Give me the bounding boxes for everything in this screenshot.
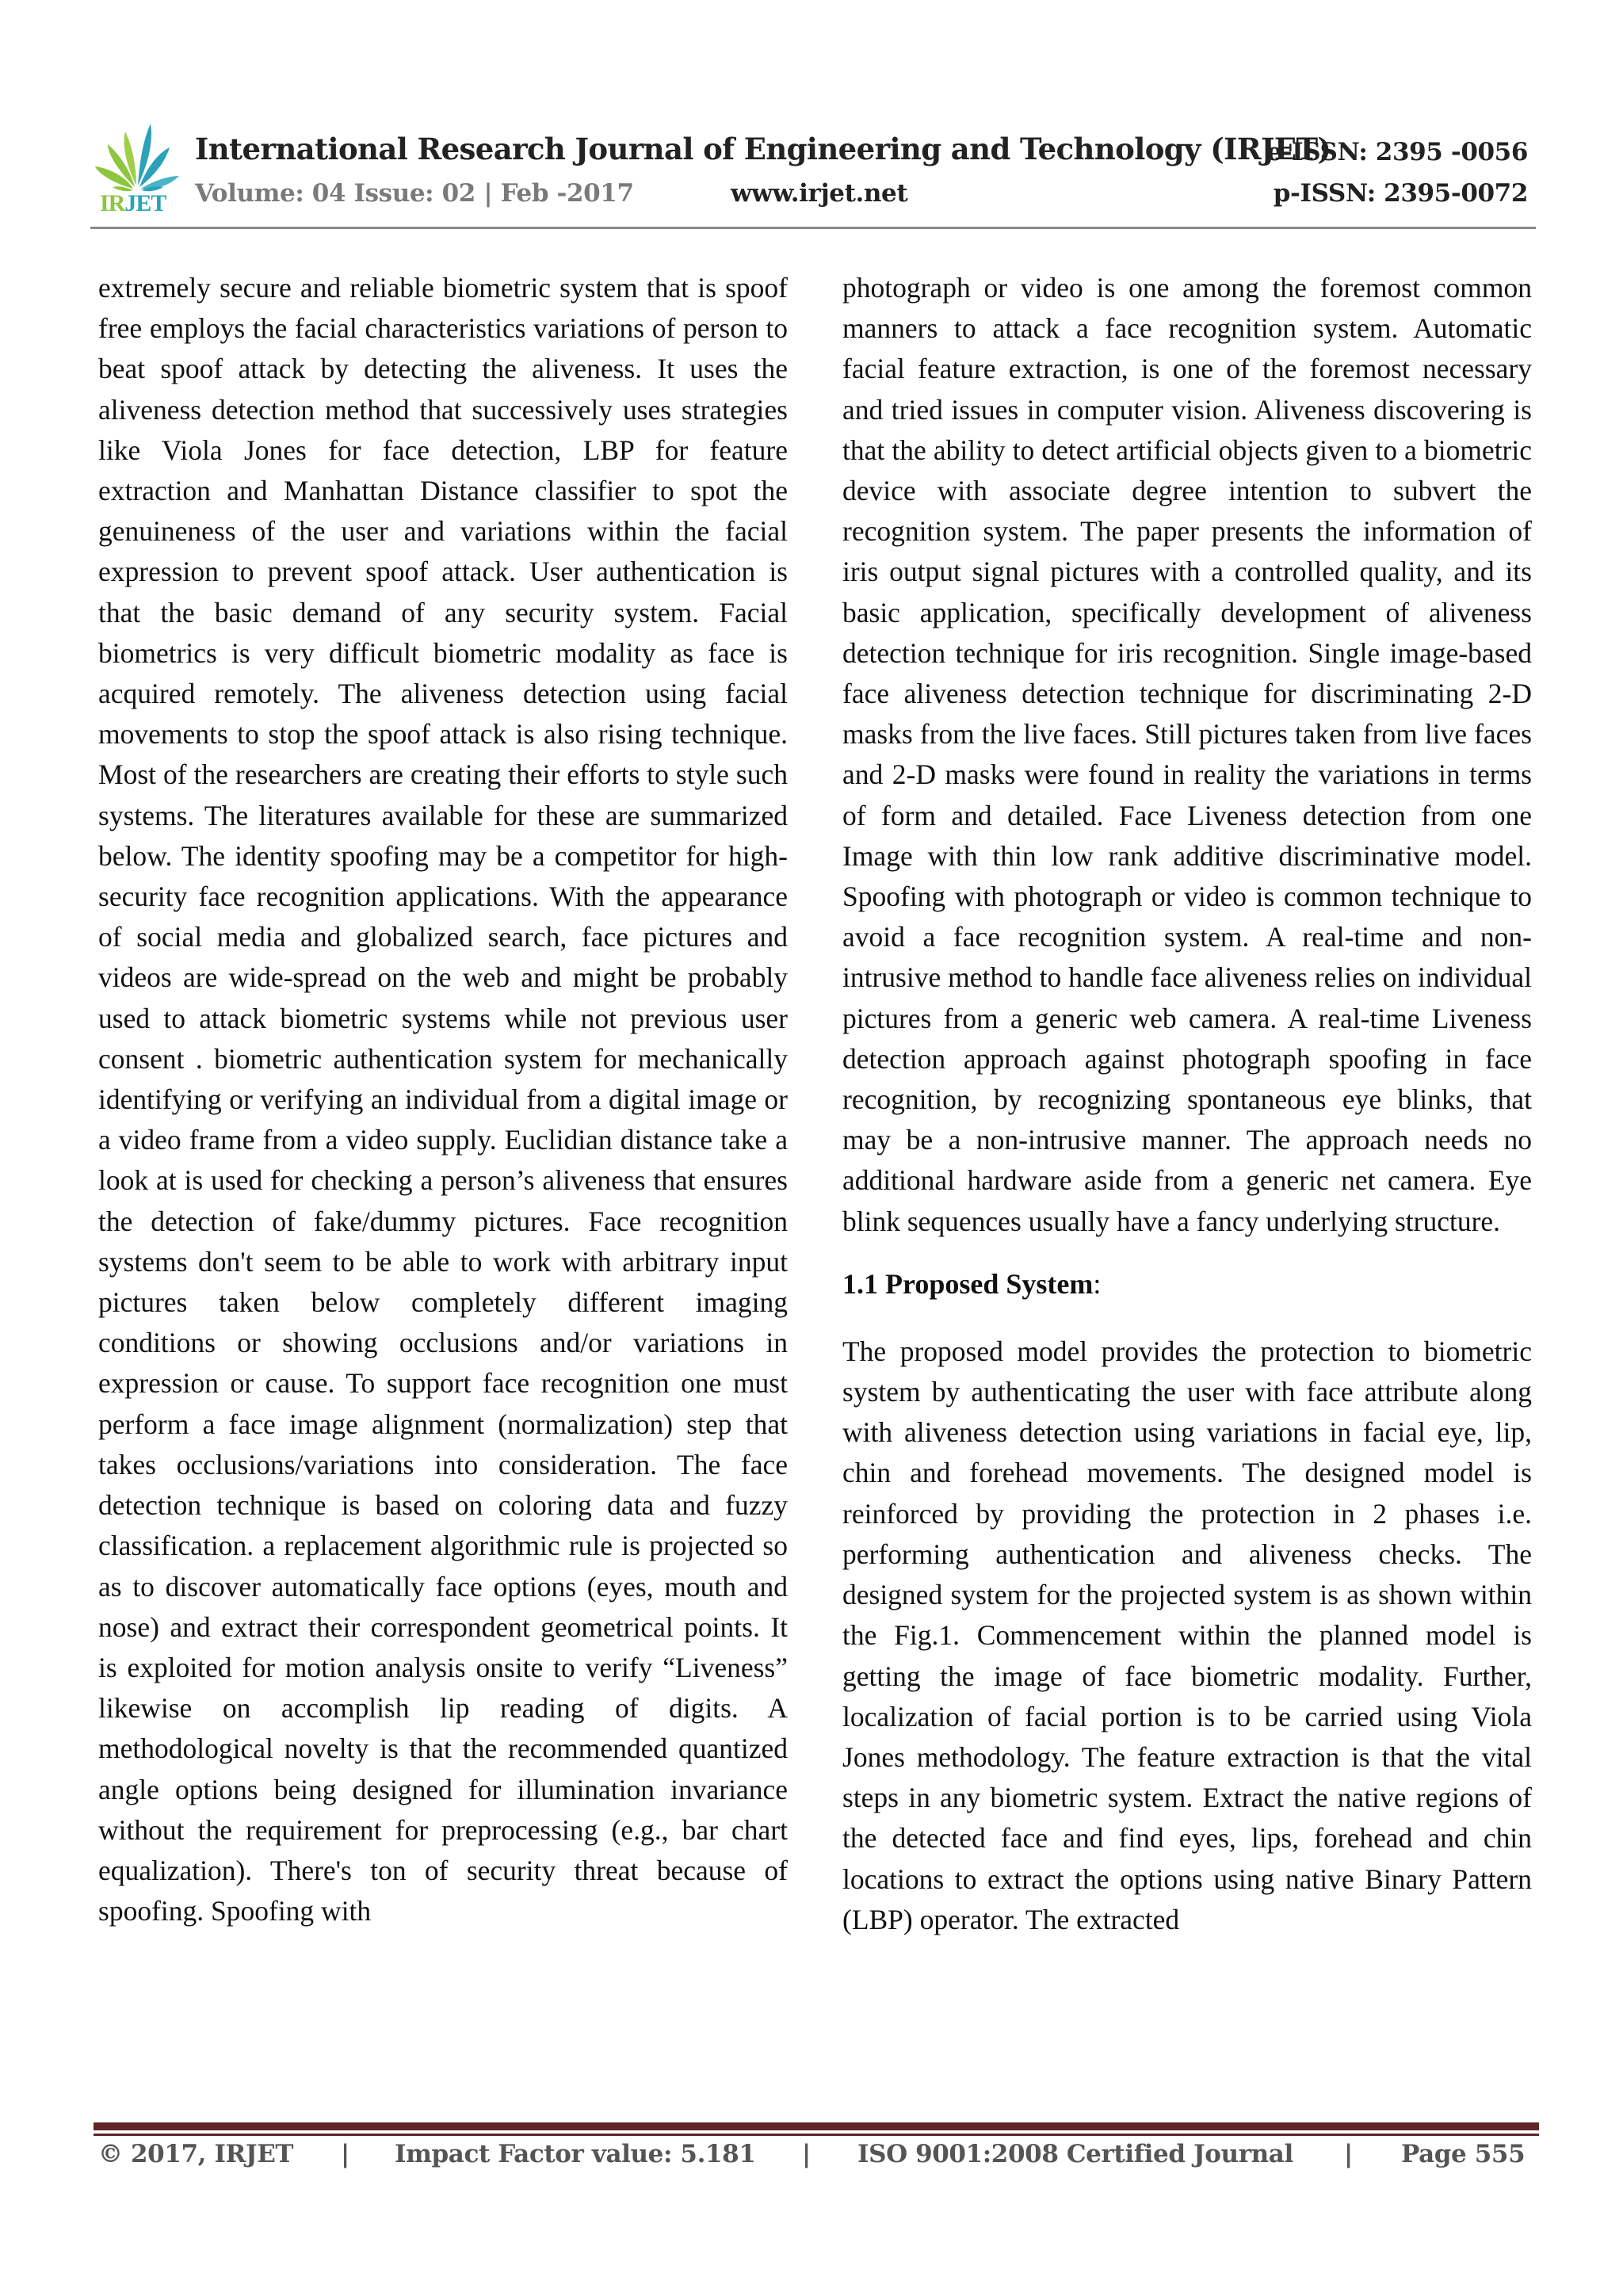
footer-separator: | <box>802 2140 811 2168</box>
volume-issue-date: Volume: 04 Issue: 02 | Feb -2017 <box>195 179 634 208</box>
logo-text-jet: JET <box>124 190 166 216</box>
journal-website-link[interactable]: www.irjet.net <box>731 179 908 208</box>
footer-copyright: © 2017, IRJET <box>98 2140 294 2168</box>
section-heading-text: 1.1 Proposed System <box>842 1267 1094 1300</box>
footer-separator: | <box>341 2140 349 2168</box>
left-column <box>98 268 788 1931</box>
header-divider <box>90 227 1536 229</box>
body-paragraph: extremely secure and reliable biometric system that is spoof free employs the facial characteristics variations of person to beat spoof attack by detecting the aliveness. It uses the aliveness detection method that successively uses strategies like Viola Jones for face detection, LBP for feature extraction and Manhattan Distance classifier to spot the genuineness of the user and variations within the facial expression to prevent spoof attack. User authentication is that the basic demand of any security system. Facial biometrics is very difficult biometric modality as face is acquired remotely. The aliveness detection using facial movements to stop the spoof attack is also rising technique. Most of the researchers are creating their efforts to style such systems. The literatures available for these are summarized below. The identity spoofing may be a competitor for high-security face recognition applications. With the appearance of social media and globalized search, face pictures and videos are wide-spread on the web and might be probably used to attack biometric systems while not previous user consent . biometric authentication system for mechanically identifying or verifying an individual from a digital image or a video frame from a video supply. Euclidian distance take a look at is used for checking a person’s aliveness that ensures the detection of fake/dummy pictures. Face recognition systems don't seem to be able to work with arbitrary input pictures taken below completely different imaging conditions or showing occlusions and/or variations in expression or cause. To support face recognition one must perform a face image alignment (normalization) step that takes occlusions/variations into consideration. The face detection technique is based on coloring data and fuzzy classification. a replacement algorithmic rule is projected so as to discover automatically face options (eyes, mouth and nose) and extract their correspondent geometrical points. It is exploited for motion analysis onsite to verify “Liveness” likewise on accomplish lip reading of digits. A methodological novelty is that the recommended quantized angle options being designed for illumination invariance without the requirement for preprocessing (e.g., bar chart equalization). There's ton of security threat because of spoofing. Spoofing with <box>98 272 788 1927</box>
footer-iso-certification: ISO 9001:2008 Certified Journal <box>857 2140 1293 2168</box>
journal-title: International Research Journal of Engineering and Technology (IRJET) <box>195 132 1331 166</box>
body-paragraph: photograph or video is one among the foremost common manners to attack a face recognition system. Automatic facial feature extraction, is one of the foremost necessary and tried issues in computer vision. Aliveness discovering is that the ability to detect artificial objects given to a biometric device with associate degree intention to subvert the recognition system. The paper presents the information of iris output signal pictures with a controlled quality, and its basic application, specifically development of aliveness detection technique for iris recognition. Single image-based face aliveness detection technique for discriminating 2-D masks from the live faces. Still pictures taken from live faces and 2-D masks were found in reality the variations in terms of form and detailed. Face Liveness detection from one Image with thin low rank additive discriminative model. Spoofing with photograph or video is common technique to avoid a face recognition system. A real-time and non-intrusive method to handle face aliveness relies on individual pictures from a generic web camera. A real-time Liveness detection approach against photograph spoofing in face recognition, by recognizing spontaneous eye blinks, that may be a non-intrusive manner. The approach needs no additional hardware aside from a generic net camera. Eye blink sequences usually have a fancy underlying structure. <box>842 272 1532 1237</box>
irjet-logo <box>94 119 181 218</box>
footer-impact-factor: Impact Factor value: 5.181 <box>395 2140 756 2168</box>
footer-separator: | <box>1344 2140 1353 2168</box>
p-issn: p-ISSN: 2395-0072 <box>1273 179 1528 208</box>
e-issn: e-ISSN: 2395 -0056 <box>1266 138 1528 166</box>
section-heading-proposed-system <box>842 1264 1532 1305</box>
journal-header <box>94 111 1536 230</box>
section-heading-colon: : <box>1093 1267 1102 1300</box>
logo-wordmark <box>100 190 166 217</box>
logo-text-ir: IR <box>100 190 125 216</box>
footer-divider-thin <box>94 2134 1539 2136</box>
body-paragraph: The proposed model provides the protection to biometric system by authenticating the user with face attribute along with aliveness detection using variations in facial eye, lip, chin and forehead movements. The designed model is reinforced by providing the protection in 2 phases i.e. performing authentication and aliveness checks. The designed system for the projected system is as shown within the Fig.1. Commencement within the planned model is getting the image of face biometric modality. Further, localization of facial portion is to be carried using Viola Jones methodology. The feature extraction is that the vital steps in any biometric system. Extract the native regions of the detected face and find eyes, lips, forehead and chin locations to extract the options using native Binary Pattern (LBP) operator. The extracted <box>842 1335 1532 1935</box>
right-column <box>842 268 1532 1940</box>
page-footer <box>98 2140 1534 2179</box>
leaf-fan-logo-icon <box>94 119 181 194</box>
footer-divider-thick <box>94 2122 1539 2130</box>
footer-page-number: Page 555 <box>1401 2140 1526 2168</box>
